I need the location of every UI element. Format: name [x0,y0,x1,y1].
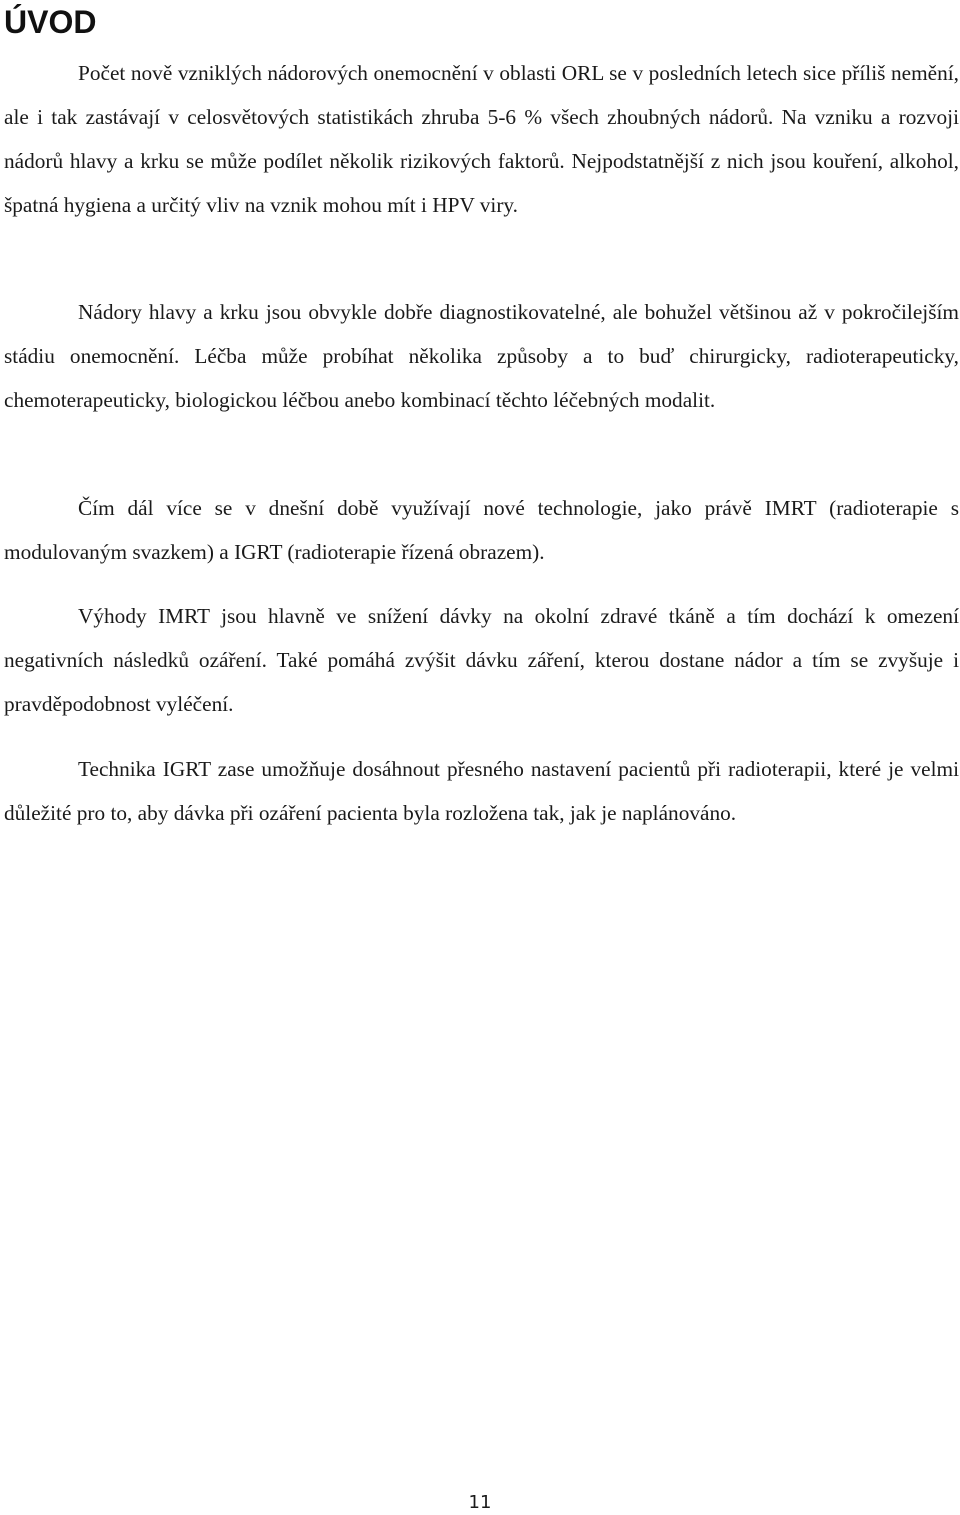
page-number: 11 [468,1492,492,1513]
chapter-heading: ÚVOD [4,4,97,40]
paragraph-technologies: Čím dál více se v dnešní době využívají nové technologie, jako právě IMRT (radioterapie s modulovaným svazkem) a IGRT (radioterapie řízená obrazem). [4,496,959,564]
paragraph-intro: Počet nově vzniklých nádorových onemocnění v oblasti ORL se v posledních letech sice příliš nemění, ale i tak zastávají v celosvětových statistikách zhruba 5-6 % všech zhoubných nádorů. Na vzniku a rozvoji nádorů hlavy a krku se může podílet několik rizikových faktorů. Nejpodstatnější z nich jsou kouření, alkohol, špatná hygiena a určitý vliv na vznik mohou mít i HPV viry. [4,61,959,217]
paragraph-diagnosis: Nádory hlavy a krku jsou obvykle dobře diagnostikovatelné, ale bohužel většinou až v pokročilejším stádiu onemocnění. Léčba může probíhat několika způsoby a to buď chirurgicky, radioterapeuticky, chemoterapeuticky, biologickou léčbou anebo kombinací těchto léčebných modalit. [4,300,959,412]
paragraph-imrt: Výhody IMRT jsou hlavně ve snížení dávky na okolní zdravé tkáně a tím dochází k omezení negativních následků ozáření. Také pomáhá zvýšit dávku záření, kterou dostane nádor a tím se zvyšuje i pravděpodobnost vyléčení. [4,604,959,716]
paragraph-igrt: Technika IGRT zase umožňuje dosáhnout přesného nastavení pacientů při radioterapii, které je velmi důležité pro to, aby dávka při ozáření pacienta byla rozložena tak, jak je naplánováno. [4,757,959,825]
